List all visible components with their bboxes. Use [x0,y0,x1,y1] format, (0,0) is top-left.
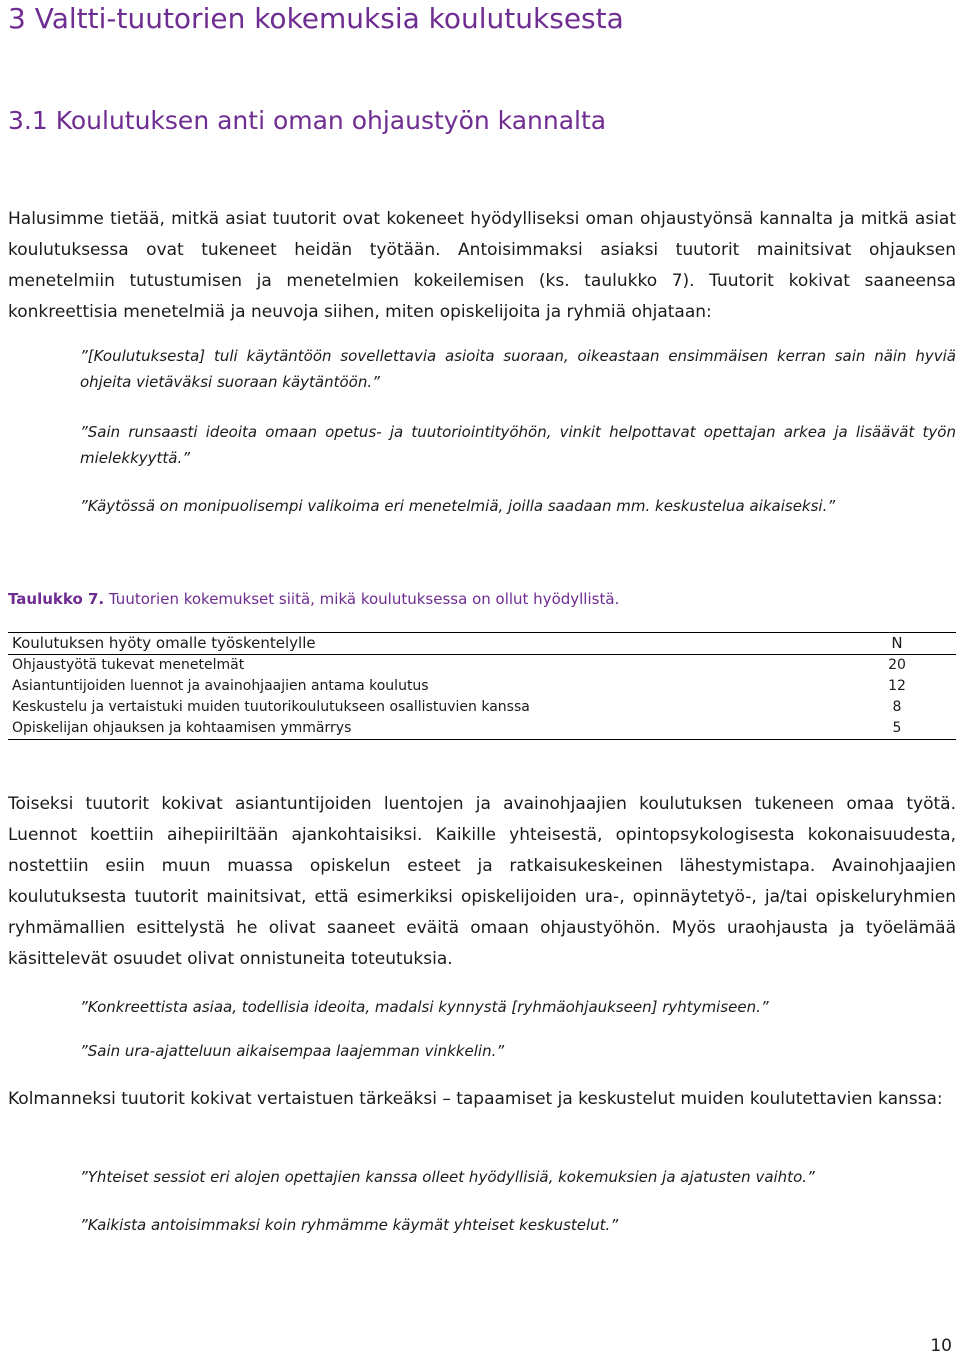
quote-1: ”[Koulutuksesta] tuli käytäntöön sovellettavia asioita suoraan, oikeastaan ensimmäisen kerran sain näin hyviä ohjeita vietäväksi suoraan käytäntöön.” [80,347,956,391]
row-n: 20 [888,657,906,673]
table-row [8,697,956,718]
header-n: N [838,633,956,655]
quote-7: ”Kaikista antoisimmaksi koin ryhmämme käymät yhteiset keskustelut.” [80,1216,619,1234]
row-item: Keskustelu ja vertaistuki muiden tuutorikoulutukseen osallistuvien kanssa [12,699,530,715]
second-paragraph: Toiseksi tuutorit kokivat asiantuntijoiden luentojen ja avainohjaajien koulutuksen tukeneen omaa työtä. Luennot koettiin aihepiiriltään ajankohtaisiksi. Kaikille yhteisestä, opintopsykologisesta kokonaisuudesta, nostettiin esiin muun muassa opiskelun esteet ja ratkaisukeskeinen lähestymistapa. Avainohjaajien koulutuksesta tuutorit mainitsivat, että esimerkiksi opiskelijoiden ura-, opinnäytetyö-, ja/tai opiskeluryhmien ryhmämallien esittelystä he olivat saaneet eväitä omaan ohjaustyöhön. Myös uraohjausta ja työelämää käsittelevät osuudet olivat onnistuneita toteutuksia. [8,794,956,969]
row-n: 8 [892,699,902,715]
quote-4: ”Konkreettista asiaa, todellisia ideoita, madalsi kynnystä [ryhmäohjaukseen] ryhtymiseen.” [80,998,769,1016]
table-row [8,676,956,697]
intro-paragraph: Halusimme tietää, mitkä asiat tuutorit ovat kokeneet hyödylliseksi oman ohjaustyönsä kannalta ja mitkä asiat koulutuksessa ovat tukeneet heidän työtään. Antoisimmaksi asiaksi tuutorit mainitsivat ohjauksen menetelmiin tutustumisen ja menetelmien kokeilemisen (ks. taulukko 7). Tuutorit kokivat saaneensa konkreettisia menetelmiä ja neuvoja siihen, miten opiskelijoita ja ryhmiä ohjataan: [8,209,956,322]
table-header-row [8,633,956,655]
row-n: 12 [888,678,906,694]
row-n: 5 [838,718,956,740]
quote-3: ”Käytössä on monipuolisempi valikoima eri menetelmiä, joilla saadaan mm. keskustelua aikaiseksi.” [80,497,836,515]
quote-6: ”Yhteiset sessiot eri alojen opettajien kanssa olleet hyödyllisiä, kokemuksien ja ajatusten vaihto.” [80,1168,815,1186]
quote-5: ”Sain ura-ajatteluun aikaisempaa laajemman vinkkelin.” [80,1042,505,1060]
page-number: 10 [930,1336,952,1356]
row-item: Asiantuntijoiden luennot ja avainohjaajien antama koulutus [12,678,429,694]
benefits-table [8,632,956,740]
section-heading: 3.1 Koulutuksen anti oman ohjaustyön kannalta [8,106,607,135]
quote-2: ”Sain runsaasti ideoita omaan opetus- ja tuutoriointityöhön, vinkit helpottavat opettajan arkea ja lisäävät työn mielekkyyttä.” [80,423,956,467]
row-item: Ohjaustyötä tukevat menetelmät [12,657,245,673]
table-row [8,655,956,677]
chapter-heading: 3 Valtti-tuutorien kokemuksia koulutuksesta [8,2,624,35]
table-caption-text: Tuutorien kokemukset siitä, mikä koulutuksessa on ollut hyödyllistä. [108,590,620,608]
row-item: Opiskelijan ohjauksen ja kohtaamisen ymmärrys [8,718,838,740]
table-caption [8,590,619,608]
table-caption-label: Taulukko 7. [8,590,105,608]
third-paragraph: Kolmanneksi tuutorit kokivat vertaistuen tärkeäksi – tapaamiset ja keskustelut muiden koulutettavien kanssa: [8,1089,943,1109]
table-row [8,718,956,740]
header-benefit: Koulutuksen hyöty omalle työskentelylle [8,633,838,655]
